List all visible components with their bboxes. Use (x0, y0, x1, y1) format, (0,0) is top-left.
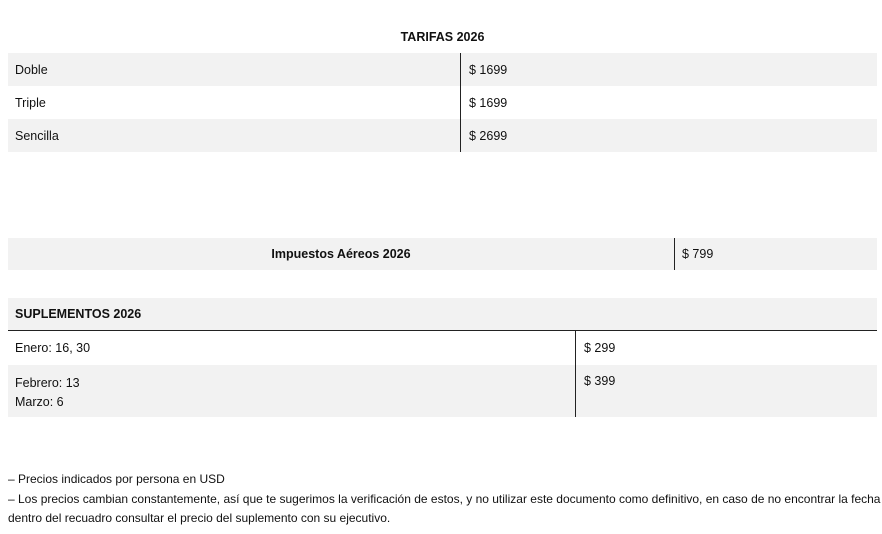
supplement-dates: Enero: 16, 30 (15, 341, 91, 355)
room-price: $ 2699 (460, 119, 877, 152)
supplement-price: $ 399 (575, 365, 877, 417)
table-row (8, 119, 877, 152)
notes-section (8, 470, 882, 529)
room-price: $ 1699 (460, 86, 877, 119)
impuestos-table (8, 238, 877, 270)
supplement-date-line: Marzo: 6 (15, 395, 64, 409)
table-row (8, 53, 877, 86)
suplementos-title: SUPLEMENTOS 2026 (8, 298, 877, 331)
tarifas-title: TARIFAS 2026 (400, 30, 485, 44)
room-type-label: Triple (15, 95, 46, 110)
table-row (8, 331, 877, 365)
suplementos-table (8, 331, 877, 417)
room-type-label: Sencilla (15, 128, 59, 143)
impuestos-label: Impuestos Aéreos 2026 (271, 247, 411, 261)
note-line: – Precios indicados por persona en USD (8, 472, 225, 486)
supplement-date-line: Febrero: 13 (15, 376, 80, 390)
impuestos-price: $ 799 (674, 238, 877, 270)
table-row (8, 365, 877, 417)
table-row (8, 86, 877, 119)
supplement-dates (8, 365, 575, 417)
room-type-label: Doble (15, 62, 48, 77)
supplement-price: $ 299 (575, 331, 877, 365)
note-line: – Los precios cambian constantemente, así que te sugerimos la verificación de estos, y no utilizar este documento como definitivo, en caso de no encontrar la fecha dentro del recuadro consultar el precio del suplemento con su ejecutivo. (8, 491, 881, 525)
room-price: $ 1699 (460, 53, 877, 86)
tarifas-table (8, 53, 877, 152)
